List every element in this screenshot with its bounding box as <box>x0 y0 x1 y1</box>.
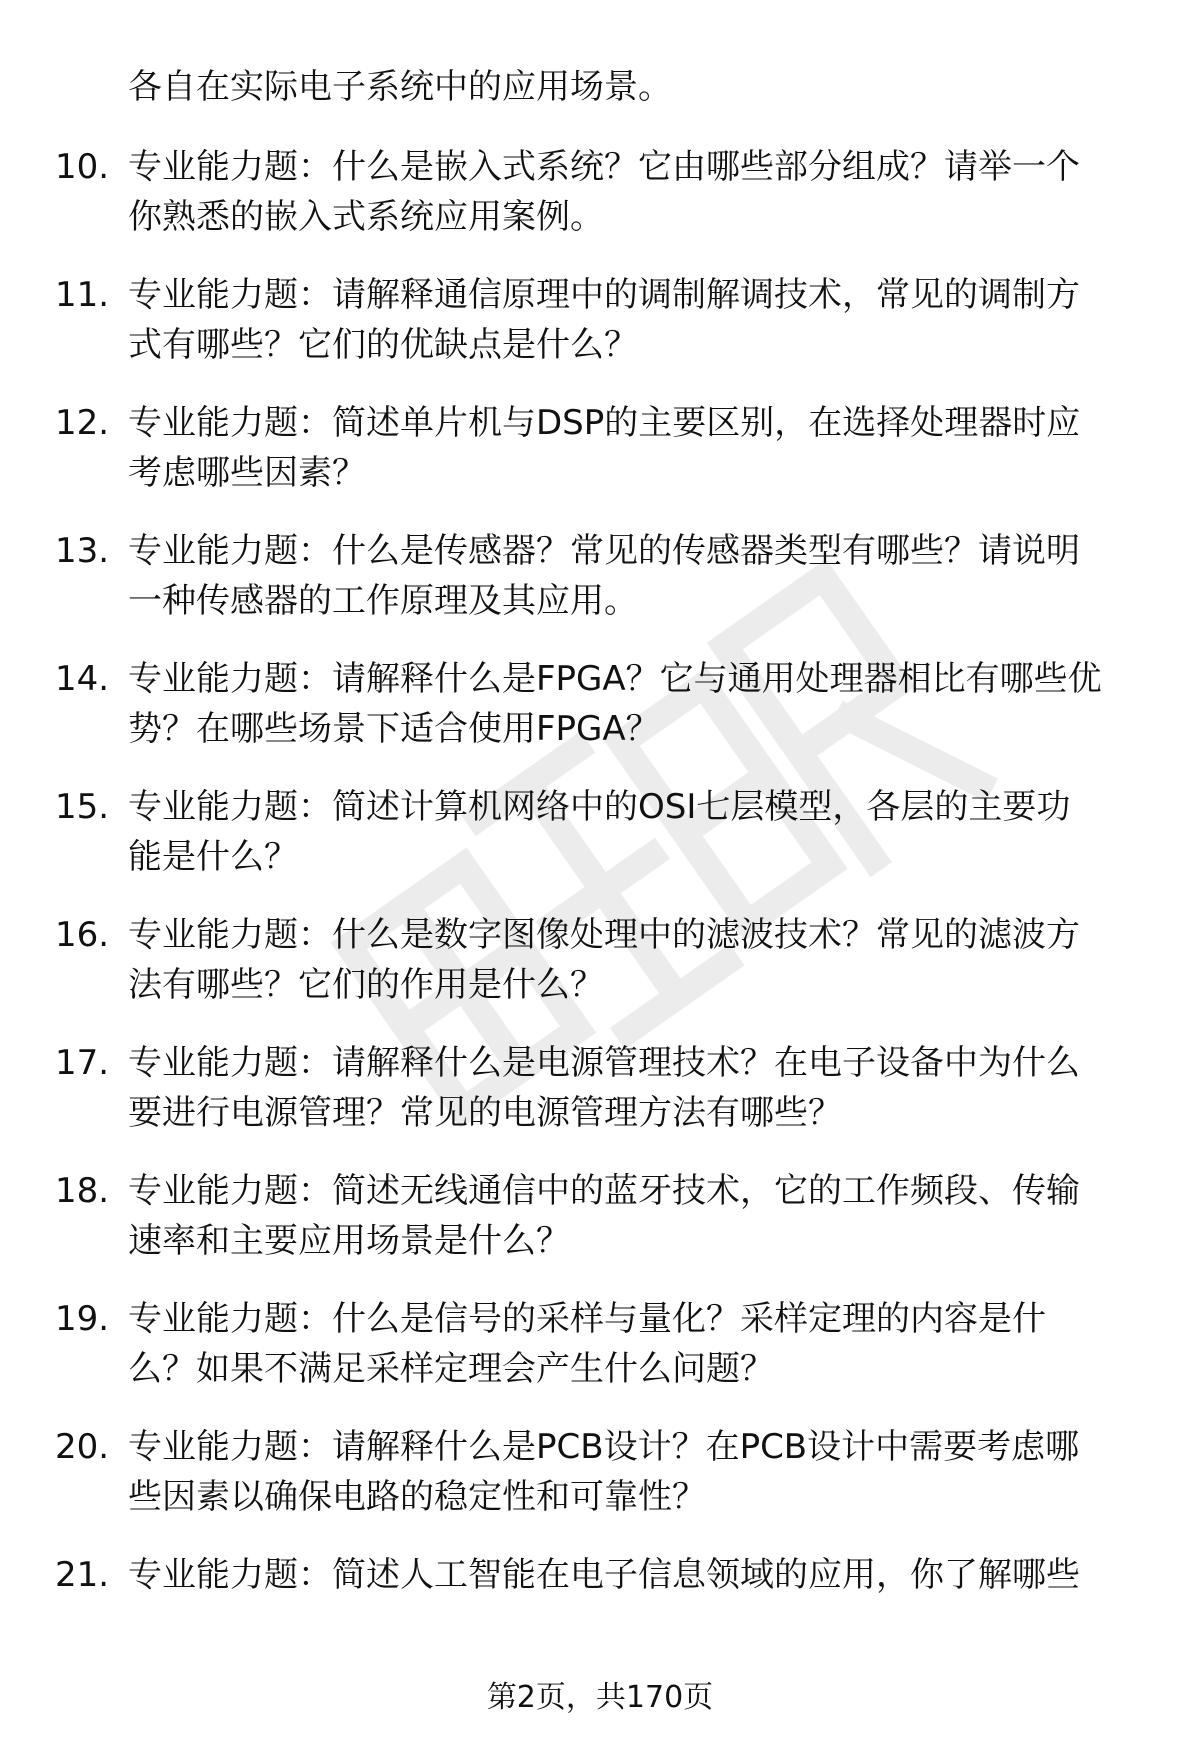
question-text-line: 专业能力题：简述单片机与DSP的主要区别，在选择处理器时应 <box>128 403 1081 443</box>
question-text-line: 能是什么？ <box>128 837 298 877</box>
question-text-line: 势？在哪些场景下适合使用FPGA？ <box>128 709 660 749</box>
question-text-line: 式有哪些？它们的优缺点是什么？ <box>128 325 638 365</box>
question-number: 11. <box>55 275 110 315</box>
question-number: 19. <box>55 1299 110 1339</box>
question-number: 13. <box>55 531 110 571</box>
question-number: 10. <box>55 147 110 187</box>
page-footer: 第2页，共170页 <box>486 1680 714 1715</box>
question-number: 15. <box>55 787 110 827</box>
question-text-line: 专业能力题：什么是嵌入式系统？它由哪些部分组成？请举一个 <box>128 147 1080 187</box>
question-text-line: 专业能力题：什么是信号的采样与量化？采样定理的内容是什 <box>128 1299 1046 1339</box>
question-item <box>0 1166 1200 1266</box>
question-text-line: 些因素以确保电路的稳定性和可靠性？ <box>128 1477 706 1517</box>
question-item <box>0 654 1200 754</box>
question-text-line: 一种传感器的工作原理及其应用。 <box>128 581 638 621</box>
question-item <box>0 1422 1200 1522</box>
question-text-line: 专业能力题：简述人工智能在电子信息领域的应用，你了解哪些 <box>128 1555 1080 1595</box>
question-number: 14. <box>55 659 110 699</box>
question-item <box>0 782 1200 882</box>
question-item <box>0 398 1200 498</box>
question-number: 18. <box>55 1171 110 1211</box>
question-text-line: 专业能力题：简述无线通信中的蓝牙技术，它的工作频段、传输 <box>128 1171 1080 1211</box>
question-number: 12. <box>55 403 110 443</box>
question-text-line: 你熟悉的嵌入式系统应用案例。 <box>128 197 604 237</box>
question-text-line: 法有哪些？它们的作用是什么？ <box>128 965 604 1005</box>
question-text-line: 么？如果不满足采样定理会产生什么问题？ <box>128 1349 774 1389</box>
question-item <box>0 1294 1200 1394</box>
question-item <box>0 526 1200 626</box>
question-text-line: 专业能力题：请解释通信原理中的调制解调技术，常见的调制方 <box>128 275 1080 315</box>
question-number: 17. <box>55 1043 110 1083</box>
question-item <box>0 270 1200 370</box>
question-text-line: 专业能力题：请解释什么是FPGA？它与通用处理器相比有哪些优 <box>128 659 1102 699</box>
question-item <box>0 1550 1200 1650</box>
question-text-line: 专业能力题：什么是数字图像处理中的滤波技术？常见的滤波方 <box>128 915 1080 955</box>
question-number: 16. <box>55 915 110 955</box>
question-item <box>0 1038 1200 1138</box>
question-text-line: 考虑哪些因素？ <box>128 453 366 493</box>
question-item <box>0 142 1200 242</box>
question-list <box>0 142 1200 1678</box>
question-text-line: 专业能力题：请解释什么是电源管理技术？在电子设备中为什么 <box>128 1043 1080 1083</box>
question-text-line: 要进行电源管理？常见的电源管理方法有哪些？ <box>128 1093 842 1133</box>
question-item <box>0 910 1200 1010</box>
question-text-line: 专业能力题：什么是传感器？常见的传感器类型有哪些？请说明 <box>128 531 1080 571</box>
question-number: 20. <box>55 1427 110 1467</box>
question-text-line: 专业能力题：简述计算机网络中的OSI七层模型，各层的主要功 <box>128 787 1071 827</box>
question-number: 21. <box>55 1555 110 1595</box>
continuation-text: 各自在实际电子系统中的应用场景。 <box>128 67 672 107</box>
question-text-line: 专业能力题：请解释什么是PCB设计？在PCB设计中需要考虑哪 <box>128 1427 1080 1467</box>
question-text-line: 速率和主要应用场景是什么？ <box>128 1221 570 1261</box>
